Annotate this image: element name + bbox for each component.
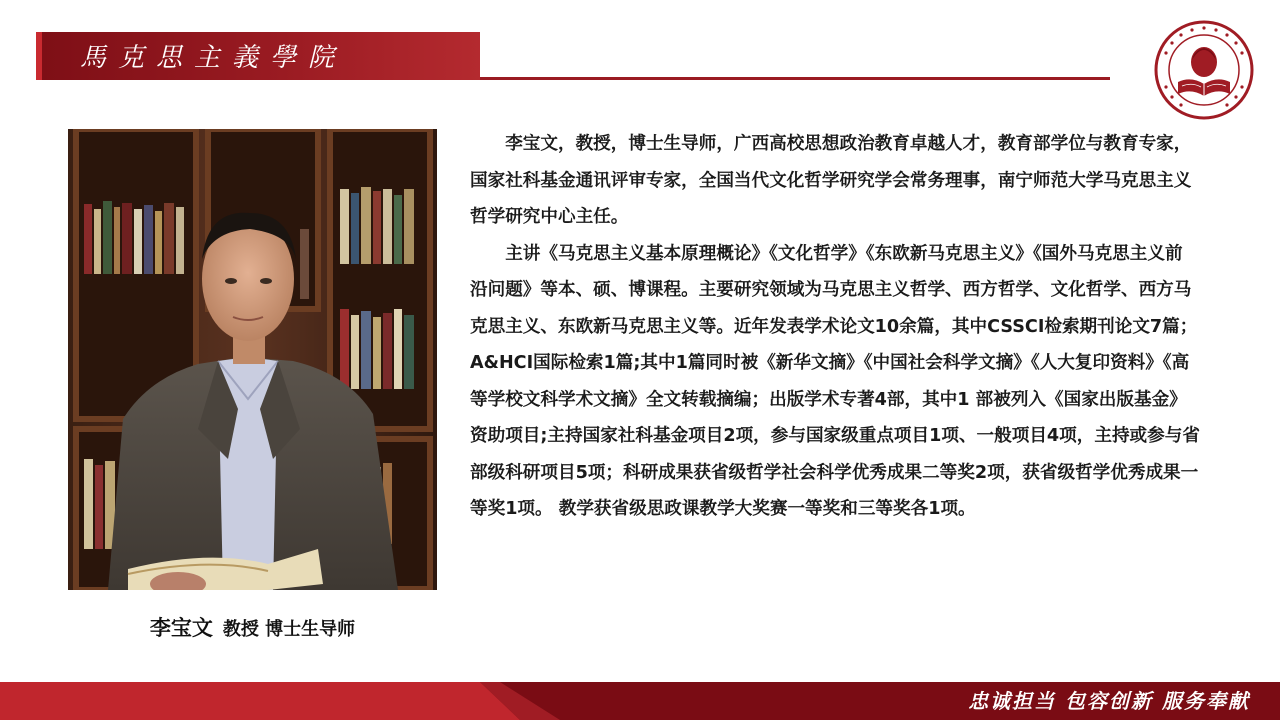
- biography: [470, 126, 1200, 528]
- person-titles: 教授 博士生导师: [222, 619, 356, 640]
- page-title: 馬克思主義學院: [80, 43, 347, 73]
- school-emblem-icon: [1154, 20, 1254, 120]
- bio-paragraph: 主讲《马克思主义基本原理概论》《文化哲学》《东欧新马克思主义》《国外马克思主义前沿问题》等本、硕、博课程。主要研究领域为马克思主义哲学、西方哲学、文化哲学、西方马克思主义、东欧新马克思主义等。近年发表学术论文10余篇，其中CSSCI检索期刊论文7篇； A&HCI国际检索1篇;其中1篇同时被《新华文摘》《中国社会科学文摘》《人大复印资料》《高等学校文科学术文摘》全文转载摘编；出版学术专著4部，其中1 部被列入《国家出版基金》资助项目;主持国家社科基金项目2项，参与国家级重点项目1项、一般项目4项，主持或参与省部级科研项目5项；科研成果获省级哲学社会科学优秀成果二等奖2项，获省级哲学优秀成果一等奖1项。 教学获省级思政课教学大奖赛一等奖和三等奖各1项。: [470, 243, 1200, 519]
- header-divider: [480, 77, 1110, 80]
- footer-slogan: 忠诚担当 包容创新 服务奉献: [968, 689, 1250, 713]
- person-name: 李宝文: [149, 616, 213, 640]
- bio-paragraph: 李宝文，教授，博士生导师，广西高校思想政治教育卓越人才，教育部学位与教育专家，国家社科基金通讯评审专家，全国当代文化哲学研究学会常务理事，南宁师范大学马克思主义哲学研究中心主任。: [470, 134, 1192, 227]
- photo-caption: [68, 612, 437, 642]
- portrait-photo: [68, 129, 437, 590]
